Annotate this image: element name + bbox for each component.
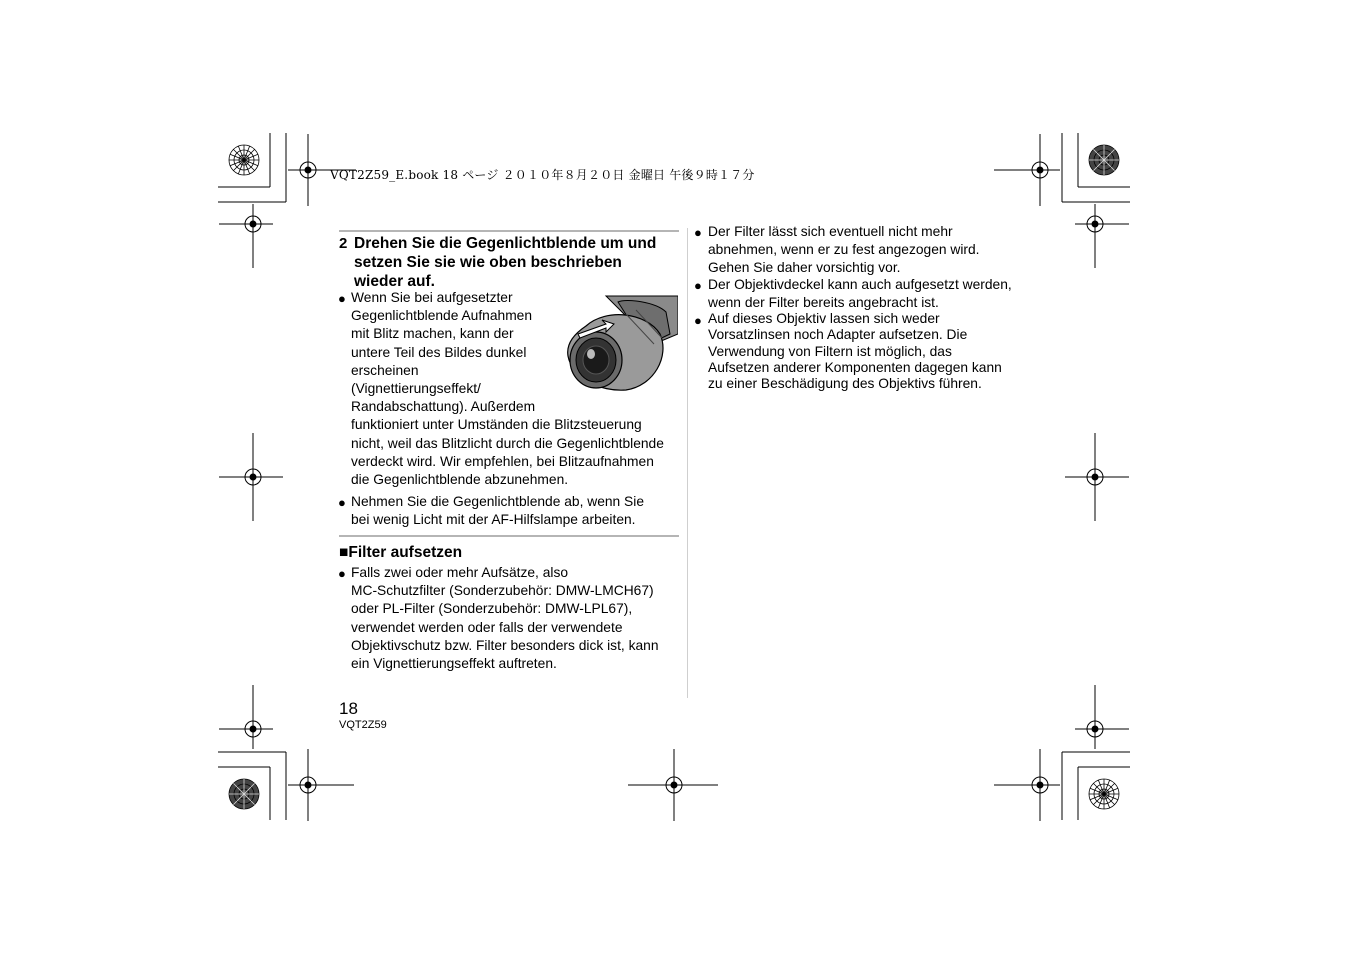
column-divider bbox=[687, 228, 688, 698]
section-rule bbox=[339, 535, 679, 537]
print-header: VQT2Z59_E.book 18 ページ ２０１０年８月２０日 金曜日 午後９時１７分 bbox=[330, 168, 755, 182]
section-marker-icon: ■ bbox=[339, 544, 349, 561]
bullet-icon: ● bbox=[338, 566, 346, 581]
lens-cap-paragraph: Der Objektivdeckel kann auch aufgesetzt werden, wenn der Filter bereits angebracht ist. bbox=[708, 277, 1012, 310]
filter-removal-paragraph: Der Filter lässt sich eventuell nicht mehr abnehmen, wenn er zu fest angezogen wird. Gehen Sie daher vorsichtig vor. bbox=[708, 224, 980, 275]
af-assist-paragraph: Nehmen Sie die Gegenlichtblende ab, wenn Sie bei wenig Licht mit der AF-Hilfslampe arbeiten. bbox=[351, 494, 644, 528]
step-number: 2 bbox=[339, 235, 348, 252]
step-title: Drehen Sie die Gegenlichtblende um und setzen Sie sie wie oben beschrieben wieder auf. bbox=[354, 235, 657, 290]
model-code: VQT2Z59 bbox=[339, 719, 387, 731]
bullet-icon: ● bbox=[694, 313, 702, 328]
conversion-lens-paragraph: Auf dieses Objektiv lassen sich weder Vorsatzlinsen noch Adapter aufsetzen. Die Verwendung von Filtern ist möglich, das Aufsetzen anderer Komponenten dagegen kann zu einer Beschädigung des Objektivs führen. bbox=[708, 311, 1002, 392]
flash-vignetting-paragraph: Wenn Sie bei aufgesetzter Gegenlichtblende Aufnahmen mit Blitz machen, kann der untere Teil des Bildes dunkel erscheinen (Vignettierungseffekt/ Randabschattung). Außerdem funktioniert unter Umständen die Blitzsteuerung nicht, weil das Blitzlicht durch die Gegenlichtblende verdeckt wird. Wir empfehlen, bei Blitzaufnahmen die Gegenlichtblende abzunehmen. bbox=[351, 290, 664, 488]
top-rule bbox=[339, 230, 679, 232]
bullet-icon: ● bbox=[338, 291, 346, 306]
bullet-icon: ● bbox=[338, 495, 346, 510]
filter-paragraph: Falls zwei oder mehr Aufsätze, also MC-Schutzfilter (Sonderzubehör: DMW-LMCH67) oder PL-Filter (Sonderzubehör: DMW-LPL67), verwendet werden oder falls der verwendete Objektivschutz bzw. Filter besonders dick ist, kann ein Vignettierungseffekt auftreten. bbox=[351, 565, 659, 672]
section-title: ■Filter aufsetzen bbox=[339, 544, 463, 561]
page-number: 18 bbox=[339, 699, 358, 718]
bullet-icon: ● bbox=[694, 278, 702, 293]
bullet-icon: ● bbox=[694, 225, 702, 240]
